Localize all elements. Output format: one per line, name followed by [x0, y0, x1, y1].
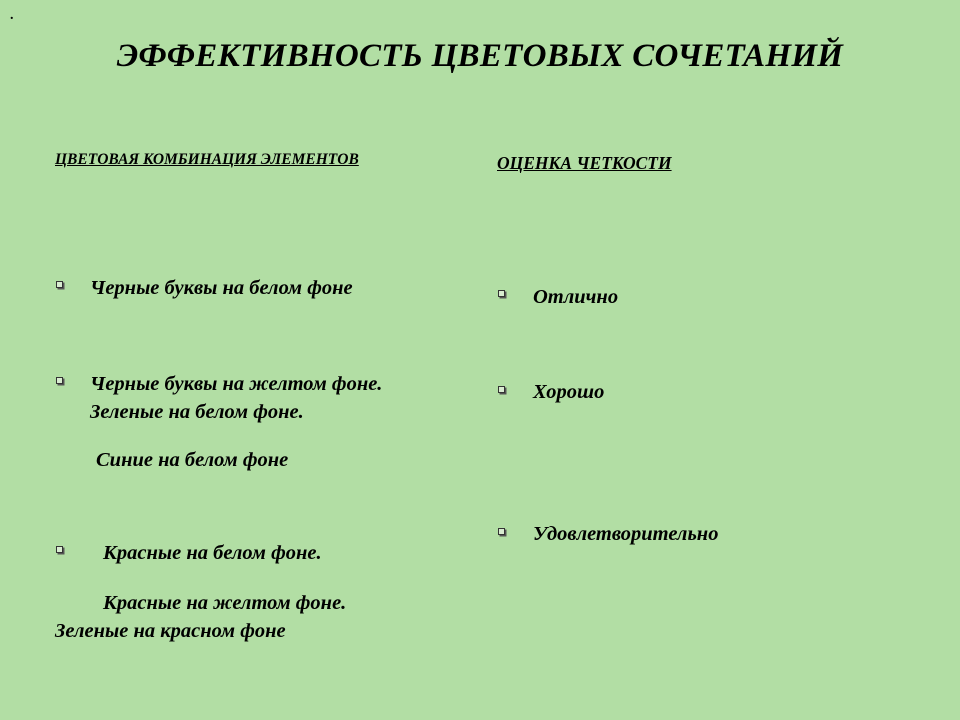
right-item: Отлично: [533, 286, 619, 308]
left-item: Красные на желтом фоне.: [103, 592, 347, 614]
right-item: Хорошо: [533, 381, 605, 403]
left-item: Черные буквы на желтом фоне.: [90, 373, 383, 395]
slide-title: ЭФФЕКТИВНОСТЬ ЦВЕТОВЫХ СОЧЕТАНИЙ: [116, 38, 844, 74]
left-item: Черные буквы на белом фоне: [90, 277, 353, 299]
left-item: Синие на белом фоне: [96, 449, 289, 471]
left-item: Зеленые на белом фоне.: [90, 401, 304, 423]
right-column-header: ОЦЕНКА ЧЕТКОСТИ: [497, 153, 672, 173]
square-bullet-icon: [498, 290, 505, 297]
left-column-header: ЦВЕТОВАЯ КОМБИНАЦИЯ ЭЛЕМЕНТОВ: [55, 151, 359, 168]
right-item: Удовлетворительно: [533, 523, 719, 545]
square-bullet-icon: [56, 377, 63, 384]
square-bullet-icon: [498, 528, 505, 535]
corner-mark: .: [10, 8, 14, 23]
square-bullet-icon: [498, 386, 505, 393]
square-bullet-icon: [56, 281, 63, 288]
square-bullet-icon: [56, 546, 63, 553]
left-item: Красные на белом фоне.: [103, 542, 322, 564]
left-item: Зеленые на красном фоне: [55, 620, 286, 642]
